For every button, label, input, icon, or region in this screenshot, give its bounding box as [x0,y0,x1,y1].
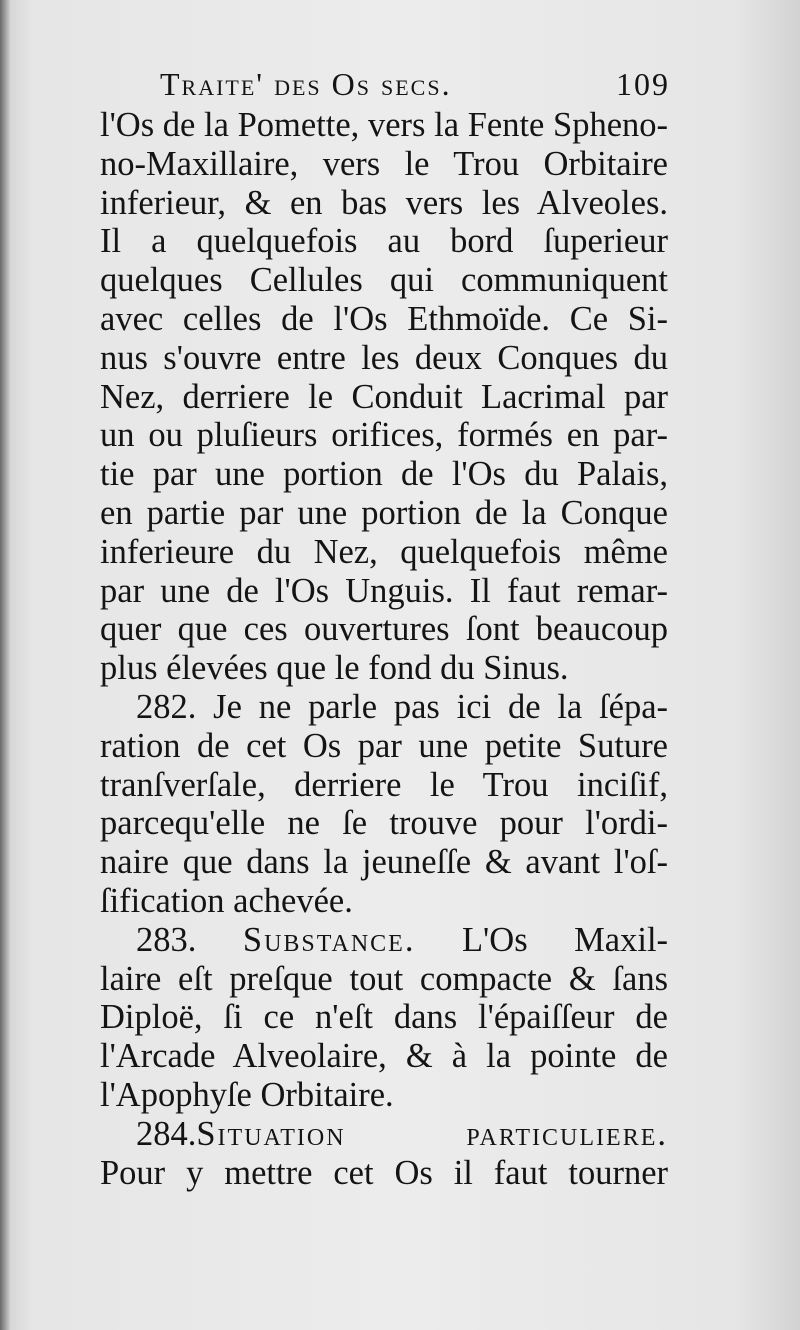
text-line: l'Apophyſe Orbitaire. [100,1075,394,1114]
running-title: Traite' des Os secs. [160,66,452,102]
text-line: l'Arcade Alveolaire, & à la pointe de [100,1037,668,1076]
text-line: naire que dans la jeuneſſe & avant l'oſ- [100,843,668,882]
text-line: l'Os de la Pomette, vers la Fente Spheno- [100,106,668,144]
text-line: ſification achevée. [100,881,353,920]
paragraph-number: 284. [136,1114,197,1153]
text-line: quelques Cellules qui communiquent [100,261,668,300]
text-fragment: L'Os Maxil- [461,920,669,959]
paragraph-283-start [100,921,668,960]
text-line: Il a quelquefois au bord ſuperieur [100,222,668,261]
text-line: ration de cet Os par une petite Suture [100,726,668,765]
text-line: inferieure du Nez, quelquefois même [100,532,668,571]
body-text [100,106,668,1192]
text-line: nus s'ouvre entre les deux Conques du [100,338,668,377]
text-line: inferieur, & en bas vers les Alveoles. [100,183,668,222]
text-line: parcequ'elle ne ſe trouve pour l'ordi- [100,804,668,843]
paragraph-284-start [100,1115,668,1154]
page-header [160,66,670,110]
text-line: Pour y mettre cet Os il faut tourner [100,1153,668,1192]
section-heading-situation: Situation particuliere. [196,1114,668,1153]
page-number: 109 [616,66,670,102]
paragraph-number: 283. [136,920,197,959]
text-line: avec celles de l'Os Ethmoïde. Ce Si- [100,299,668,338]
text-line: plus élevées que le fond du Sinus. [100,649,569,688]
text-line: un ou pluſieurs orifices, formés en par- [100,416,668,455]
text-line: en partie par une portion de la Conque [100,493,668,532]
text-line: Nez, derriere le Conduit Lacrimal par [100,377,668,416]
paragraph-282-start: 282. Je ne parle pas ici de la ſépa- [136,687,668,726]
text-line: par une de l'Os Unguis. Il faut remar- [100,571,668,610]
text-line: quer que ces ouvertures ſont beaucoup [100,610,668,649]
text-line: tranſverſale, derriere le Trou inciſif, [100,765,668,804]
page-gutter-shadow [0,0,10,1330]
text-line: laire eſt preſque tout compacte & ſans [100,959,668,998]
text-line: Diploë, ſi ce n'eſt dans l'épaiſſeur de [100,998,668,1037]
section-heading-substance: Substance. [242,920,416,959]
text-line: no-Maxillaire, vers le Trou Orbitaire [100,144,668,183]
text-line: tie par une portion de l'Os du Palais, [100,455,668,494]
